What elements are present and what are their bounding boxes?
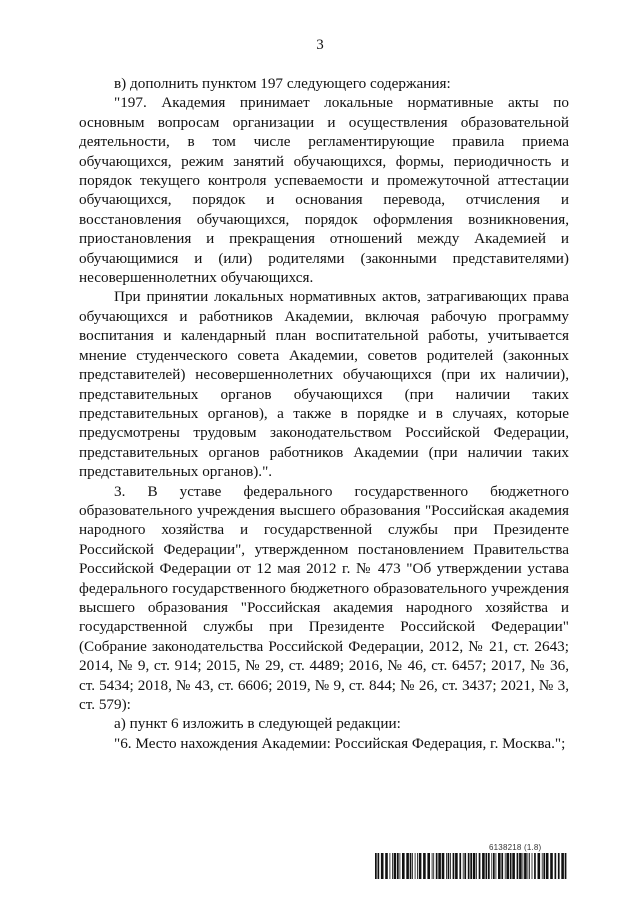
paragraph-subitem-a: а) пункт 6 изложить в следующей редакции: (114, 715, 401, 733)
paragraph-clause-6: "6. Место нахождения Академии: Российская Федерация, г. Москва."; (114, 734, 566, 752)
paragraph-item-3: 3. В уставе федерального государственного бюджетного образовательного учреждения высшего образования "Российская академия народного хозяйства и государственной службы при Президенте Российской Федерации", утвержденном постановлением Правительства Российской Федерации от 12 мая 2012 г. № 473 "Об утверждении устава федерального государственного бюджетного образовательного учреждения высшего образования "Российская академия народного хозяйства и государственной службы при Президенте Российской Федерации" (Собрание законодательства Российской Федерации, 2012, № 21, ст. 2643; 2014, № 9, ст. 914; 2015, № 29, ст. 4489; 2016, № 46, ст. 6457; 2017, № 36, ст. 5434; 2018, № 43, ст. 6606; 2019, № 9, ст. 844; № 26, ст. 3437; 2021, № 3, ст. 579): (79, 482, 569, 713)
document-body (79, 74, 569, 753)
paragraph-local-acts: При принятии локальных нормативных актов, затрагивающих права обучающихся и работников Академии, включая рабочую программу воспитания и календарный план воспитательной работы, учитывается мнение студенческого совета Академии, советов родителей (законных представителей) несовершеннолетних обучающихся (при их наличии), представительных органов обучающихся (при наличии таких представительных органов), а также в порядке и в случаях, которые предусмотрены трудовым законодательством Российской Федерации, представительных органов работников Академии (при наличии таких представительных органов).". (79, 288, 569, 481)
barcode-caption: 6138218 (1.8) (489, 843, 542, 852)
paragraph-subitem-v: в) дополнить пунктом 197 следующего содержания: (114, 75, 451, 92)
page-number: 3 (316, 37, 324, 53)
paragraph-clause-197: "197. Академия принимает локальные нормативные акты по основным вопросам организации и осуществления образовательной деятельности, в том числе регламентирующие правила приема обучающихся, режим занятий обучающихся, формы, периодичность и порядок текущего контроля успеваемости и промежуточной аттестации обучающихся, порядок и основания перевода, отчисления и восстановления обучающихся, порядок оформления возникновения, приостановления и прекращения отношений между Академией и обучающимися и (или) родителями (законными представителями) несовершеннолетних обучающихся. (79, 94, 569, 287)
barcode-image (375, 853, 567, 879)
